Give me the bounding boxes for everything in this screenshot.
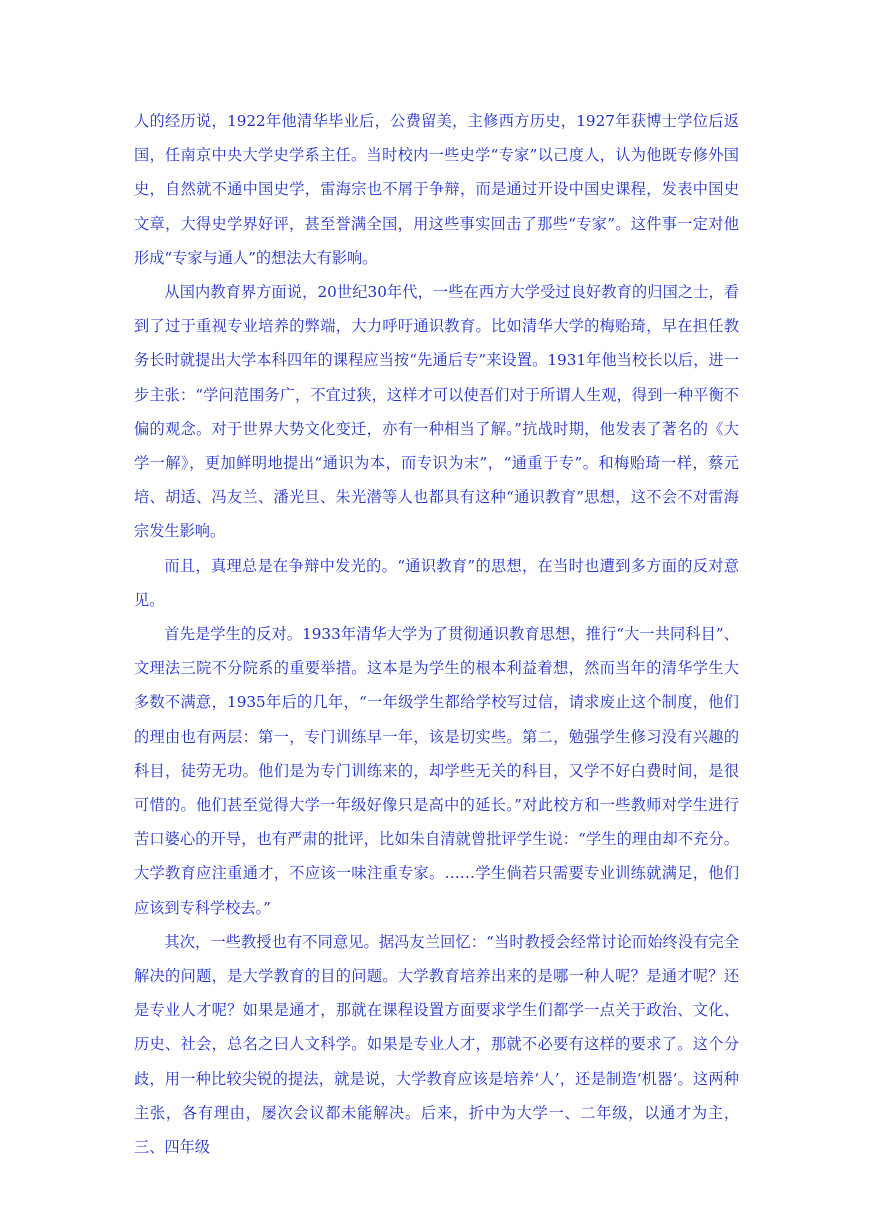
paragraph-student-opposition: 首先是学生的反对。1933年清华大学为了贯彻通识教育思想，推行“大一共同科目”、文理法三院不分院系的重要举措。这本是为学生的根本利益着想，然而当年的清华学生大多数不满意，1935年后的几年，“一年级学生都给学校写过信，请求废止这个制度，他们的理由也有两层：第一，专门训练早一年，该是切实些。第二，勉强学生修习没有兴趣的科目，徒劳无功。他们是为专门训练来的，却学些无关的科目，又学不好白费时间，是很可惜的。他们甚至觉得大学一年级好像只是高中的延长。”对此校方和一些教师对学生进行苦口婆心的开导，也有严肃的批评，比如朱自清就曾批评学生说：“学生的理由却不充分。大学教育应注重通才，不应该一味注重专家。……学生倘若只需要专业训练就满足，他们应该到专科学校去。”: [134, 625, 739, 917]
document-page: [134, 104, 739, 1164]
paragraph-continuation: 人的经历说，1922年他清华毕业后，公费留美，主修西方历史，1927年获博士学位后返国，任南京中央大学史学系主任。当时校内一些史学“专家”以己度人，认为他既专修外国史，自然就不通中国史学，雷海宗也不屑于争辩，而是通过开设中国史课程，发表中国史文章，大得史学界好评，甚至誉满全国，用这些事实回击了那些“专家”。这件事一定对他形成“专家与通人”的想法大有影响。: [134, 112, 739, 267]
paragraph-professor-opinions: 其次，一些教授也有不同意见。据冯友兰回忆：“当时教授会经常讨论而始终没有完全解决的问题，是大学教育的目的问题。大学教育培养出来的是哪一种人呢？是通才呢？还是专业人才呢？如果是通才，那就在课程设置方面要求学生们都学一点关于政治、文化、历史、社会，总名之曰人文科学。如果是专业人才，那就不必要有这样的要求了。这个分歧，用一种比较尖锐的提法，就是说，大学教育应该是培养‘人’，还是制造‘机器’。这两种主张，各有理由，屡次会议都未能解决。后来，折中为大学一、二年级，以通才为主，三、四年级: [134, 932, 739, 1157]
paragraph-education-circle: 从国内教育界方面说，20世纪30年代，一些在西方大学受过良好教育的归国之士，看到了过于重视专业培养的弊端，大力呼吁通识教育。比如清华大学的梅贻琦，早在担任教务长时就提出大学本科四年的课程应当按“先通后专”来设置。1931年他当校长以后，进一步主张：“学问范围务广，不宜过狭，这样才可以使吾们对于所谓人生观，得到一种平衡不偏的观念。对于世界大势文化变迁，亦有一种相当了解。”抗战时期，他发表了著名的《大学一解》，更加鲜明地提出“通识为本，而专识为末”，“通重于专”。和梅贻琦一样，蔡元培、胡适、冯友兰、潘光旦、朱光潜等人也都具有这种“通识教育”思想，这不会不对雷海宗发生影响。: [134, 283, 739, 541]
paragraph-truth-debate: 而且，真理总是在争辩中发光的。“通识教育”的思想，在当时也遭到多方面的反对意见。: [134, 556, 739, 609]
